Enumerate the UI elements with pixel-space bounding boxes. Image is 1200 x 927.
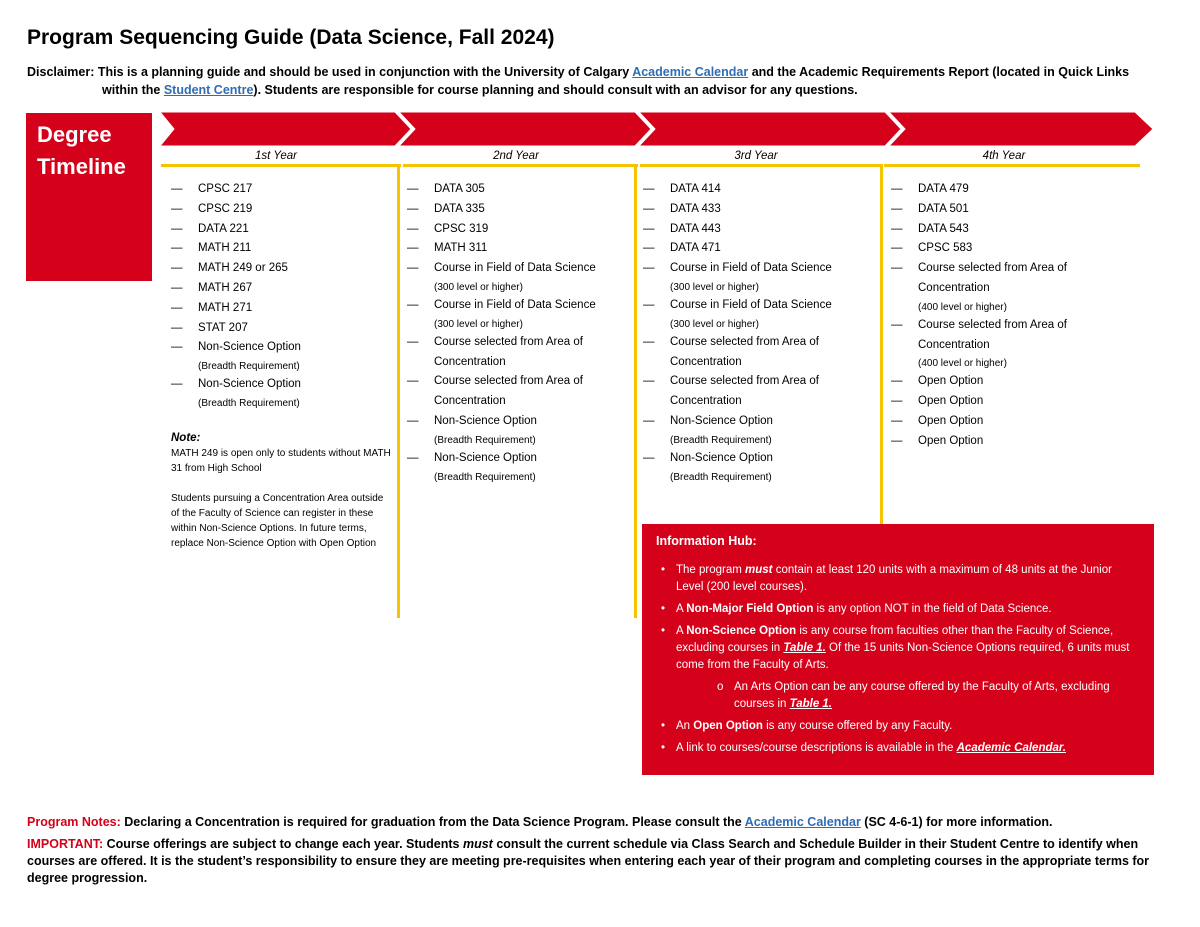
year-3-label: 3rd Year bbox=[734, 150, 778, 162]
disclaimer-text: ). Students are responsible for course planning and should consult with an advisor for any questions. bbox=[253, 83, 858, 97]
course-name: Open Option bbox=[918, 395, 984, 408]
hub-item bbox=[656, 562, 1142, 596]
program-notes-label: Program Notes: bbox=[27, 815, 121, 829]
course-item bbox=[891, 392, 1131, 412]
degree-timeline-line2: Timeline bbox=[37, 154, 126, 179]
course-name: MATH 311 bbox=[434, 242, 488, 255]
course-note: (Breadth Requirement) bbox=[198, 361, 300, 373]
year-3-courses bbox=[643, 180, 875, 486]
course-item bbox=[171, 319, 393, 339]
important-text: Course offerings are subject to change each year. Students bbox=[103, 837, 463, 851]
divider-2 bbox=[634, 164, 637, 618]
course-note: (Breadth Requirement) bbox=[670, 434, 772, 446]
hub-text: A link to courses/course descriptions is available in the bbox=[676, 742, 957, 754]
course-note: (300 level or higher) bbox=[670, 318, 759, 330]
course-item bbox=[407, 220, 629, 240]
course-name: Course in Field of Data Science bbox=[434, 262, 596, 275]
course-note: (Breadth Requirement) bbox=[670, 471, 772, 483]
course-note: (400 level or higher) bbox=[918, 301, 1007, 313]
course-name: Non-Science Option bbox=[434, 414, 537, 427]
year-2-label: 2nd Year bbox=[493, 150, 539, 162]
course-item bbox=[171, 259, 393, 279]
course-item bbox=[171, 279, 393, 299]
academic-calendar-link[interactable]: Academic Calendar. bbox=[956, 742, 1066, 754]
course-name: STAT 207 bbox=[198, 321, 248, 334]
year-1-line bbox=[161, 164, 401, 167]
course-item bbox=[407, 239, 629, 259]
chevron-year-1 bbox=[160, 112, 411, 146]
course-item bbox=[891, 239, 1131, 259]
hub-text: A bbox=[676, 603, 687, 615]
divider-1 bbox=[397, 164, 400, 618]
hub-item bbox=[656, 623, 1142, 674]
hub-text: is any course from faculties other than the Faculty of Science, excluding courses in bbox=[676, 625, 1114, 654]
course-name: DATA 305 bbox=[434, 183, 485, 195]
course-item bbox=[407, 372, 629, 412]
course-name: Course selected from Area of Concentration bbox=[918, 262, 1067, 294]
course-item bbox=[171, 220, 393, 240]
hub-sub-item bbox=[656, 679, 1142, 713]
course-item bbox=[171, 338, 393, 375]
program-notes bbox=[27, 814, 1177, 892]
disclaimer bbox=[27, 63, 1177, 99]
disclaimer-label: Disclaimer: bbox=[27, 65, 95, 79]
course-item bbox=[891, 259, 1131, 316]
year-2-line bbox=[403, 164, 638, 167]
course-name: DATA 414 bbox=[670, 183, 721, 195]
course-item bbox=[407, 449, 629, 486]
year-3-line bbox=[640, 164, 882, 167]
hub-emphasis: must bbox=[745, 564, 773, 576]
course-name: Non-Science Option bbox=[198, 378, 301, 391]
course-name: Open Option bbox=[918, 375, 984, 388]
hub-text: is any option NOT in the field of Data Science. bbox=[813, 603, 1052, 615]
page-title: Program Sequencing Guide (Data Science, Fall 2024) bbox=[27, 26, 555, 49]
year-4-courses bbox=[891, 180, 1131, 452]
course-item bbox=[891, 316, 1131, 373]
year-4-line bbox=[884, 164, 1140, 167]
course-item bbox=[643, 200, 875, 220]
course-item bbox=[891, 220, 1131, 240]
course-note: (300 level or higher) bbox=[434, 281, 523, 293]
table-1-link[interactable]: Table 1. bbox=[789, 698, 833, 710]
course-note: (300 level or higher) bbox=[670, 281, 759, 293]
note-block bbox=[171, 431, 393, 551]
hub-item bbox=[656, 740, 1142, 757]
timeline-chevrons bbox=[155, 110, 1157, 148]
hub-text: A bbox=[676, 625, 687, 637]
course-name: DATA 501 bbox=[918, 202, 969, 215]
course-item bbox=[171, 200, 393, 220]
hub-emphasis: Non-Science Option bbox=[686, 625, 797, 637]
course-name: Course selected from Area of Concentration bbox=[918, 318, 1067, 351]
year-1-courses bbox=[171, 180, 393, 412]
course-name: DATA 335 bbox=[434, 202, 485, 215]
course-item bbox=[407, 259, 629, 296]
course-item bbox=[643, 412, 875, 449]
course-name: Non-Science Option bbox=[198, 341, 301, 354]
information-hub bbox=[642, 524, 1154, 775]
divider-3 bbox=[880, 164, 883, 524]
course-name: MATH 211 bbox=[198, 242, 252, 255]
program-notes-text: (SC 4-6-1) for more information. bbox=[860, 815, 1053, 829]
hub-emphasis: Non-Major Field Option bbox=[686, 603, 814, 615]
course-item bbox=[407, 412, 629, 449]
course-name: Course in Field of Data Science bbox=[434, 298, 596, 311]
degree-timeline-box bbox=[26, 113, 152, 281]
course-name: Course selected from Area of Concentration bbox=[670, 335, 819, 368]
chevron-year-2 bbox=[399, 112, 651, 146]
chevron-year-3 bbox=[639, 112, 901, 146]
note-text: Students pursuing a Concentration Area outside of the Faculty of Science can register in these within Non-Science Options. In future terms, replace Non-Science Option with Open Option bbox=[171, 493, 384, 549]
academic-calendar-link[interactable]: Academic Calendar bbox=[632, 65, 749, 79]
course-name: Course selected from Area of Concentration bbox=[434, 335, 583, 368]
year-2-courses bbox=[407, 180, 629, 486]
course-note: (400 level or higher) bbox=[918, 358, 1007, 370]
course-item bbox=[643, 239, 875, 259]
course-name: Open Option bbox=[918, 434, 984, 447]
year-4-label: 4th Year bbox=[982, 150, 1026, 162]
course-item bbox=[891, 412, 1131, 432]
course-item bbox=[643, 296, 875, 333]
course-name: DATA 543 bbox=[918, 222, 969, 235]
degree-timeline-line1: Degree bbox=[37, 122, 112, 147]
course-item bbox=[171, 180, 393, 200]
course-name: DATA 221 bbox=[198, 222, 249, 235]
hub-text: An Arts Option can be any course offered by the Faculty of Arts, excluding courses in bbox=[734, 681, 1110, 710]
course-item bbox=[891, 372, 1131, 392]
hub-text: Of the 15 units Non-Science Options required, 6 units must come from the Faculty of Arts. bbox=[676, 642, 1130, 671]
course-name: Non-Science Option bbox=[670, 451, 773, 464]
course-name: Non-Science Option bbox=[670, 414, 773, 427]
student-centre-link[interactable]: Student Centre bbox=[163, 83, 254, 97]
course-item bbox=[643, 220, 875, 240]
important-emphasis: must bbox=[462, 837, 493, 851]
course-item bbox=[407, 296, 629, 333]
information-hub-title: Information Hub: bbox=[656, 534, 757, 548]
course-item bbox=[891, 200, 1131, 220]
course-name: MATH 271 bbox=[198, 301, 253, 314]
course-item bbox=[891, 180, 1131, 200]
course-name: Non-Science Option bbox=[434, 451, 537, 464]
course-name: Course in Field of Data Science bbox=[670, 262, 832, 275]
course-item bbox=[643, 449, 875, 486]
course-name: DATA 443 bbox=[670, 222, 721, 235]
course-note: (Breadth Requirement) bbox=[198, 397, 300, 409]
hub-text: The program bbox=[676, 564, 746, 576]
year-1-label: 1st Year bbox=[255, 150, 297, 162]
course-name: DATA 471 bbox=[670, 242, 721, 255]
table-1-link[interactable]: Table 1. bbox=[783, 642, 826, 654]
important-label: IMPORTANT: bbox=[27, 837, 104, 851]
course-item bbox=[643, 259, 875, 296]
course-name: Course selected from Area of Concentration bbox=[670, 375, 819, 408]
course-name: CPSC 583 bbox=[918, 242, 973, 255]
course-item bbox=[171, 239, 393, 259]
hub-text: is any course offered by any Faculty. bbox=[762, 720, 953, 732]
hub-emphasis: Open Option bbox=[693, 720, 763, 732]
disclaimer-text: This is a planning guide and should be used in conjunction with the University of Calgary bbox=[94, 65, 633, 79]
hub-item bbox=[656, 718, 1142, 735]
course-item bbox=[171, 375, 393, 412]
chevron-year-4 bbox=[889, 112, 1153, 146]
course-note: (Breadth Requirement) bbox=[434, 471, 536, 483]
note-title: Note: bbox=[171, 432, 201, 444]
academic-calendar-link[interactable]: Academic Calendar bbox=[744, 815, 861, 829]
hub-item bbox=[656, 601, 1142, 618]
disclaimer-text: and the Academic Requirements Report (located in Quick Links bbox=[748, 65, 1130, 79]
course-item bbox=[171, 299, 393, 319]
course-item bbox=[407, 180, 629, 200]
course-name: DATA 433 bbox=[670, 202, 721, 215]
note-text: MATH 249 is open only to students without MATH 31 from High School bbox=[171, 448, 391, 474]
course-item bbox=[891, 432, 1131, 452]
hub-text: contain at least 120 units with a maximum of 48 units at the Junior Level (200 level courses). bbox=[676, 564, 1112, 593]
course-note: (Breadth Requirement) bbox=[434, 434, 536, 446]
course-item bbox=[643, 333, 875, 373]
course-name: MATH 249 or 265 bbox=[198, 262, 288, 275]
course-name: CPSC 319 bbox=[434, 222, 489, 235]
course-name: Course in Field of Data Science bbox=[670, 298, 832, 311]
course-item bbox=[643, 372, 875, 412]
program-notes-text: Declaring a Concentration is required for graduation from the Data Science Program. Please consult the bbox=[120, 815, 745, 829]
course-name: MATH 267 bbox=[198, 281, 253, 294]
course-name: CPSC 217 bbox=[198, 183, 253, 195]
course-name: CPSC 219 bbox=[198, 202, 253, 215]
course-note: (300 level or higher) bbox=[434, 318, 523, 330]
course-item bbox=[407, 200, 629, 220]
disclaimer-text: within the bbox=[102, 83, 164, 97]
course-item bbox=[643, 180, 875, 200]
course-name: Course selected from Area of Concentration bbox=[434, 375, 583, 408]
hub-text: An bbox=[676, 720, 694, 732]
course-name: Open Option bbox=[918, 414, 984, 427]
important-text: consult the current schedule via Class Search and Schedule Builder in their Student Centre to identify when courses are offered. It is the student’s responsibility to ensure they are meeting pre-requisites when entering each year of their program and completing courses in the appropriate terms for degree progression. bbox=[27, 837, 1150, 885]
course-name: DATA 479 bbox=[918, 183, 969, 195]
course-item bbox=[407, 333, 629, 373]
